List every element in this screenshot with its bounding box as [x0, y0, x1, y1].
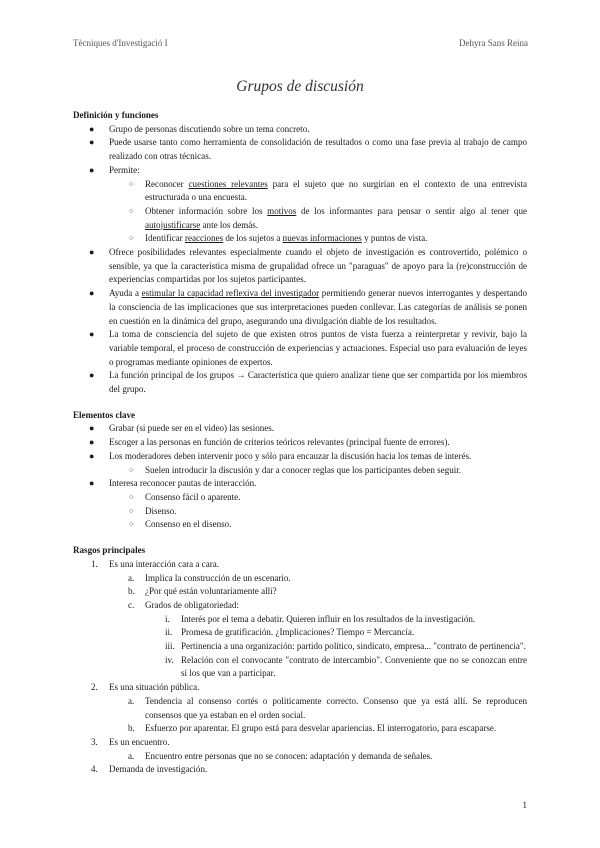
- list-item: ● Ayuda a estimular la capacidad reflexiva del investigador permitiendo generar nuevos interrogantes y despertando la consciencia de las implicaciones que sus interpretaciones pueden conllevar. Las categorías de análisis se ponen en cuestión en la dinámica del grupo, asegurando una divulgación diable de los resultados.: [89, 288, 527, 326]
- underlined-text: reacciones: [184, 233, 224, 244]
- list-item: ● La toma de consciencia del sujeto de que existen otros puntos de vista fuerza a reinterpretar y revivir, bajo la variable temporal, el proceso de construcción de experiencias y actuaciones. Especial uso para evaluación de leyes o programas mediante opiniones de expertos.: [89, 329, 527, 367]
- list-item: ● La función principal de los grupos → Característica que quiero analizar tiene que ser compartida por los miembros del grupo.: [89, 370, 527, 395]
- bullet-marker: ●: [89, 288, 95, 299]
- letter-marker: a.: [128, 572, 135, 583]
- letter-marker: a.: [128, 695, 135, 706]
- roman-marker: i.: [165, 613, 170, 624]
- page-title: Grupos de discusión: [236, 78, 364, 95]
- roman-marker: iv.: [165, 654, 174, 665]
- bullet-marker: ●: [89, 450, 95, 461]
- sub-bullet-marker: ○: [129, 506, 134, 515]
- bullet-marker: ●: [89, 437, 95, 448]
- lettered-item: a. Tendencia al consenso cortés o políticamente correcto. Consenso que ya está allí. Se reproducen consensos que ya estaban en el orden social.: [128, 695, 527, 720]
- letter-marker: b.: [128, 586, 135, 597]
- lettered-item: a. Implica la construcción de un escenario.: [73, 572, 527, 586]
- bullet-marker: ●: [89, 423, 95, 434]
- list-item: ● Ofrece posibilidades relevantes especialmente cuando el objeto de investigación es controvertido, polémico o sensible, ya que la característica misma de grupalidad ofrece un "paraguas" de apoyo para la (re)construcción de experiencias compartidas por los sujetos participantes.: [89, 247, 527, 285]
- list-item: ● Puede usarse tanto como herramienta de consolidación de resultados o como una fase previa al trabajo de campo realizado con otras técnicas.: [89, 137, 527, 162]
- bullet-marker: ●: [89, 247, 95, 258]
- bullet-marker: ●: [89, 329, 95, 340]
- roman-item: iii. Pertinencia a una organización: partido político, sindicato, empresa... "contrato de pertinencia".: [73, 640, 527, 654]
- bullet-marker: ●: [89, 164, 95, 175]
- list-item: ● Los moderadores deben intervenir poco y sólo para encauzar la discusión hacia los temas de interés.: [73, 450, 527, 464]
- roman-item: iv. Relación con el convocante "contrato de intercambio". Conveniente que no se conozcan entre sí los que van a participar.: [165, 654, 527, 679]
- list-item: ● Permite:: [73, 164, 527, 178]
- number-marker: 2.: [91, 682, 98, 693]
- underlined-text: cuestiones relevantes: [188, 178, 268, 189]
- list-item: ● Grabar (si puede ser en el video) las sesiones.: [73, 422, 527, 436]
- section-heading-definicion: Definición y funciones: [73, 110, 159, 120]
- sub-bullet-marker: ○: [129, 179, 134, 188]
- bullet-marker: ●: [89, 137, 95, 148]
- document-body: [73, 109, 527, 777]
- underlined-text: motivos: [267, 205, 297, 216]
- list-item: ● Interesa reconocer pautas de interacción.: [73, 477, 527, 491]
- underlined-text: autojustificarse: [145, 219, 201, 230]
- letter-marker: b.: [128, 723, 135, 734]
- sub-bullet-marker: ○: [129, 492, 134, 501]
- sub-bullet-marker: ○: [129, 206, 134, 215]
- number-marker: 1.: [91, 558, 98, 569]
- section-heading-elementos: Elementos clave: [73, 409, 136, 420]
- header-author: Dehyra Sans Reina: [459, 38, 528, 48]
- roman-marker: ii.: [165, 627, 173, 638]
- sub-bullet-marker: ○: [129, 520, 134, 529]
- underlined-text: nuevas informaciones: [282, 233, 362, 244]
- numbered-item: 4. Demanda de investigación.: [73, 763, 527, 777]
- sub-list-item: ○ Obtener información sobre los motivos de los informantes para pensar o sentir algo al tener que autojustificarse ante los demás.: [129, 205, 527, 230]
- letter-marker: a.: [128, 750, 135, 761]
- roman-item: i. Interés por el tema a debatir. Quieren influir en los resultados de la investigación.: [73, 613, 527, 627]
- sub-list-item: ○ Reconocer cuestiones relevantes para el sujeto que no surgirían en el contexto de una entrevista estructurada o una encuesta.: [129, 178, 527, 203]
- sub-list-item: ○ Suelen introducir la discusión y dar a conocer reglas que los participantes deben seguir.: [73, 464, 527, 478]
- numbered-item: 2. Es una situación pública.: [73, 681, 527, 695]
- sub-list-item: ○ Consenso fácil o aparente.: [73, 491, 527, 505]
- page-number: 1: [522, 800, 527, 810]
- list-item: ● Grupo de personas discutiendo sobre un tema concreto.: [73, 123, 527, 137]
- sub-list-item: ○ Disenso.: [73, 505, 527, 519]
- sub-bullet-marker: ○: [129, 465, 134, 474]
- header-course: Tècniques d'Investigació I: [73, 38, 168, 48]
- section-heading-rasgos: Rasgos principales: [73, 545, 146, 556]
- letter-marker: c.: [128, 599, 135, 610]
- roman-item: ii. Promesa de gratificación. ¿Implicaciones? Tiempo = Mercancía.: [73, 626, 527, 640]
- underlined-text: estimular la capacidad reflexiva del investigador: [141, 288, 320, 299]
- lettered-item: b. ¿Por qué están voluntariamente allí?: [73, 585, 527, 599]
- number-marker: 3.: [91, 736, 98, 747]
- bullet-marker: ●: [89, 478, 95, 489]
- roman-marker: iii.: [165, 641, 175, 652]
- numbered-item: 3. Es un encuentro.: [73, 736, 527, 750]
- numbered-item: 1. Es una interacción cara a cara.: [73, 558, 527, 572]
- sub-list-item: ○ Identificar reacciones de los sujetos a nuevas informaciones y puntos de vista.: [73, 232, 527, 246]
- sub-bullet-marker: ○: [129, 234, 134, 243]
- bullet-marker: ●: [89, 123, 95, 134]
- number-marker: 4.: [91, 764, 98, 775]
- lettered-item: b. Esfuerzo por aparentar. El grupo está para desvelar apariencias. El interrogatorio, para escaparse.: [73, 722, 527, 736]
- sub-list-item: ○ Consenso en el disenso.: [73, 518, 527, 532]
- lettered-item: c. Grados de obligatoriedad:: [73, 599, 527, 613]
- lettered-item: a. Encuentro entre personas que no se conocen: adaptación y demanda de señales.: [73, 750, 527, 764]
- bullet-marker: ●: [89, 370, 95, 381]
- list-item: ● Escoger a las personas en función de criterios teóricos relevantes (principal fuente de errores).: [73, 436, 527, 450]
